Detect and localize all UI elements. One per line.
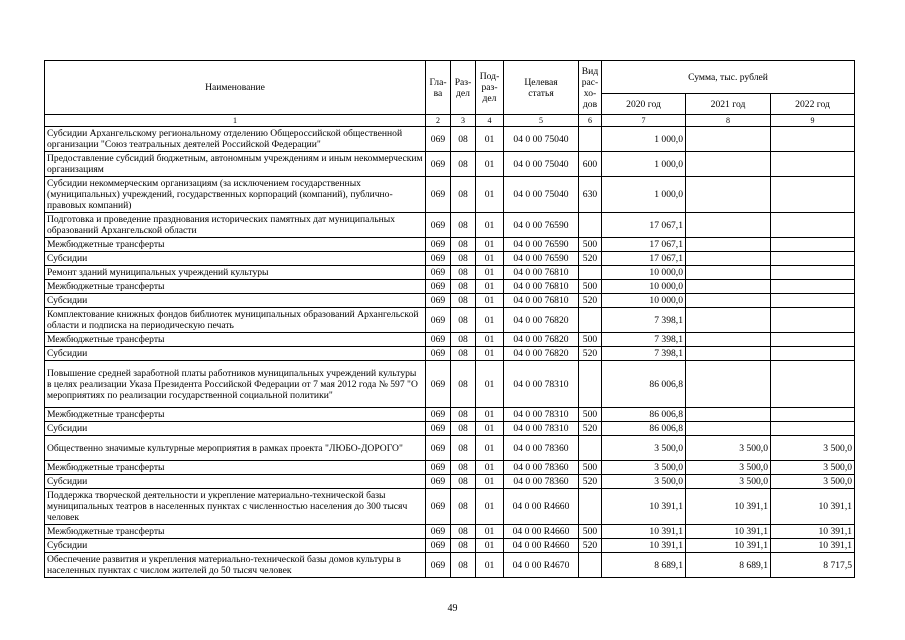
- cell-vid: 600: [579, 152, 602, 177]
- header-year-2022: 2022 год: [771, 94, 855, 115]
- cell-podrazdel: 01: [476, 347, 504, 361]
- cell-2021: [686, 408, 771, 422]
- table-row: [45, 539, 855, 553]
- table-row: [45, 238, 855, 252]
- cell-2022: [771, 347, 855, 361]
- header-name: Наименование: [45, 61, 426, 115]
- cell-podrazdel: 01: [476, 525, 504, 539]
- cell-glava: 069: [426, 475, 451, 489]
- col-number: 7: [602, 115, 686, 127]
- cell-2022: [771, 308, 855, 333]
- cell-podrazdel: 01: [476, 408, 504, 422]
- cell-name: Субсидии: [45, 347, 426, 361]
- table-row: [45, 525, 855, 539]
- cell-2020: 1 000,0: [602, 177, 686, 213]
- cell-name: Межбюджетные трансферты: [45, 525, 426, 539]
- cell-glava: 069: [426, 347, 451, 361]
- cell-glava: 069: [426, 252, 451, 266]
- cell-podrazdel: 01: [476, 177, 504, 213]
- col-number: 2: [426, 115, 451, 127]
- header-year-2021: 2021 год: [686, 94, 771, 115]
- cell-2021: [686, 266, 771, 280]
- cell-glava: 069: [426, 152, 451, 177]
- col-number: 8: [686, 115, 771, 127]
- cell-2022: [771, 408, 855, 422]
- cell-glava: 069: [426, 333, 451, 347]
- cell-razdel: 08: [451, 539, 476, 553]
- cell-2021: [686, 333, 771, 347]
- header-podrazdel: Под- раз- дел: [476, 61, 504, 115]
- cell-target: 04 0 00 78360: [504, 475, 579, 489]
- cell-2020: 1 000,0: [602, 152, 686, 177]
- cell-name: Комплектование книжных фондов библиотек муниципальных образований Архангельской области и подписка на периодическую печать: [45, 308, 426, 333]
- cell-2020: 17 067,1: [602, 238, 686, 252]
- cell-razdel: 08: [451, 489, 476, 525]
- table-row: [45, 252, 855, 266]
- cell-glava: 069: [426, 553, 451, 578]
- cell-razdel: 08: [451, 553, 476, 578]
- cell-name: Субсидии: [45, 475, 426, 489]
- cell-glava: 069: [426, 266, 451, 280]
- cell-vid: 630: [579, 177, 602, 213]
- cell-razdel: 08: [451, 408, 476, 422]
- cell-podrazdel: 01: [476, 436, 504, 461]
- cell-glava: 069: [426, 436, 451, 461]
- cell-razdel: 08: [451, 436, 476, 461]
- table-row: [45, 333, 855, 347]
- cell-glava: 069: [426, 461, 451, 475]
- cell-2020: 1 000,0: [602, 127, 686, 152]
- cell-2020: 10 000,0: [602, 280, 686, 294]
- cell-name: Общественно значимые культурные мероприятия в рамках проекта "ЛЮБО-ДОРОГО": [45, 436, 426, 461]
- cell-2022: 3 500,0: [771, 461, 855, 475]
- cell-name: Предоставление субсидий бюджетным, автономным учреждениям и иным некоммерческим организациям: [45, 152, 426, 177]
- cell-razdel: 08: [451, 238, 476, 252]
- cell-2020: 3 500,0: [602, 461, 686, 475]
- cell-podrazdel: 01: [476, 280, 504, 294]
- col-number: 3: [451, 115, 476, 127]
- table-row: [45, 422, 855, 436]
- cell-razdel: 08: [451, 461, 476, 475]
- table-body: [45, 127, 855, 578]
- cell-vid: [579, 361, 602, 408]
- cell-razdel: 08: [451, 177, 476, 213]
- cell-target: 04 0 00 76810: [504, 280, 579, 294]
- cell-razdel: 08: [451, 213, 476, 238]
- cell-2022: 10 391,1: [771, 489, 855, 525]
- table-row: [45, 553, 855, 578]
- table-row: [45, 489, 855, 525]
- cell-2021: [686, 422, 771, 436]
- cell-2022: [771, 213, 855, 238]
- table-row: [45, 475, 855, 489]
- cell-vid: [579, 436, 602, 461]
- table-row: [45, 127, 855, 152]
- cell-podrazdel: 01: [476, 489, 504, 525]
- table-row: [45, 408, 855, 422]
- cell-target: 04 0 00 R4670: [504, 553, 579, 578]
- cell-glava: 069: [426, 361, 451, 408]
- cell-2021: [686, 361, 771, 408]
- cell-name: Подготовка и проведение празднования исторических памятных дат муниципальных образований Архангельской области: [45, 213, 426, 238]
- cell-name: Межбюджетные трансферты: [45, 333, 426, 347]
- cell-target: 04 0 00 R4660: [504, 489, 579, 525]
- table-row: [45, 347, 855, 361]
- cell-name: Субсидии: [45, 539, 426, 553]
- cell-2020: 86 006,8: [602, 422, 686, 436]
- cell-2020: 7 398,1: [602, 347, 686, 361]
- cell-glava: 069: [426, 177, 451, 213]
- cell-vid: 520: [579, 347, 602, 361]
- header-sum: Сумма, тыс. рублей: [602, 61, 855, 94]
- cell-razdel: 08: [451, 333, 476, 347]
- cell-2021: 8 689,1: [686, 553, 771, 578]
- cell-vid: 500: [579, 525, 602, 539]
- page-number: 49: [447, 603, 458, 614]
- col-number: 4: [476, 115, 504, 127]
- header-year-2020: 2020 год: [602, 94, 686, 115]
- cell-podrazdel: 01: [476, 539, 504, 553]
- cell-glava: 069: [426, 238, 451, 252]
- cell-vid: [579, 553, 602, 578]
- cell-razdel: 08: [451, 361, 476, 408]
- cell-2022: [771, 152, 855, 177]
- cell-podrazdel: 01: [476, 422, 504, 436]
- cell-target: 04 0 00 R4660: [504, 525, 579, 539]
- cell-target: 04 0 00 76590: [504, 238, 579, 252]
- cell-2020: 10 391,1: [602, 539, 686, 553]
- cell-target: 04 0 00 78310: [504, 361, 579, 408]
- cell-razdel: 08: [451, 266, 476, 280]
- budget-table: [44, 60, 855, 578]
- cell-target: 04 0 00 78360: [504, 461, 579, 475]
- cell-2021: [686, 308, 771, 333]
- cell-target: 04 0 00 75040: [504, 152, 579, 177]
- cell-2021: [686, 213, 771, 238]
- cell-2021: [686, 347, 771, 361]
- cell-vid: [579, 127, 602, 152]
- cell-podrazdel: 01: [476, 461, 504, 475]
- cell-2022: 3 500,0: [771, 475, 855, 489]
- table-row: [45, 361, 855, 408]
- cell-2020: 7 398,1: [602, 333, 686, 347]
- cell-2022: [771, 361, 855, 408]
- cell-razdel: 08: [451, 525, 476, 539]
- cell-2021: [686, 280, 771, 294]
- cell-vid: [579, 489, 602, 525]
- cell-vid: 520: [579, 252, 602, 266]
- table-row: [45, 308, 855, 333]
- cell-name: Межбюджетные трансферты: [45, 408, 426, 422]
- cell-2021: [686, 152, 771, 177]
- cell-razdel: 08: [451, 127, 476, 152]
- cell-vid: 520: [579, 475, 602, 489]
- cell-2022: [771, 422, 855, 436]
- cell-2021: 3 500,0: [686, 436, 771, 461]
- cell-vid: 520: [579, 422, 602, 436]
- cell-razdel: 08: [451, 294, 476, 308]
- cell-name: Субсидии некоммерческим организациям (за исключением государственных (муниципальных) учреждений, государственных корпораций (компаний), публично-правовых компаний): [45, 177, 426, 213]
- cell-vid: 500: [579, 280, 602, 294]
- cell-vid: 520: [579, 294, 602, 308]
- cell-glava: 069: [426, 294, 451, 308]
- cell-2021: 10 391,1: [686, 525, 771, 539]
- cell-2021: 3 500,0: [686, 461, 771, 475]
- cell-2022: 3 500,0: [771, 436, 855, 461]
- cell-glava: 069: [426, 213, 451, 238]
- cell-target: 04 0 00 78310: [504, 408, 579, 422]
- cell-razdel: 08: [451, 252, 476, 266]
- cell-target: 04 0 00 76590: [504, 213, 579, 238]
- cell-vid: 520: [579, 539, 602, 553]
- cell-2020: 3 500,0: [602, 436, 686, 461]
- cell-2021: [686, 238, 771, 252]
- cell-podrazdel: 01: [476, 553, 504, 578]
- cell-vid: 500: [579, 408, 602, 422]
- cell-target: 04 0 00 75040: [504, 127, 579, 152]
- table-row: [45, 152, 855, 177]
- cell-target: 04 0 00 76810: [504, 294, 579, 308]
- cell-target: 04 0 00 78310: [504, 422, 579, 436]
- cell-vid: [579, 213, 602, 238]
- cell-target: 04 0 00 76810: [504, 266, 579, 280]
- cell-podrazdel: 01: [476, 238, 504, 252]
- cell-name: Субсидии: [45, 252, 426, 266]
- cell-glava: 069: [426, 422, 451, 436]
- cell-2021: [686, 294, 771, 308]
- header-target: Целевая статья: [504, 61, 579, 115]
- cell-podrazdel: 01: [476, 127, 504, 152]
- cell-2021: 10 391,1: [686, 489, 771, 525]
- table-row: [45, 266, 855, 280]
- cell-name: Обеспечение развития и укрепления материально-технической базы домов культуры в населенных пунктах с числом жителей до 50 тысяч человек: [45, 553, 426, 578]
- cell-2022: 10 391,1: [771, 539, 855, 553]
- cell-name: Ремонт зданий муниципальных учреждений культуры: [45, 266, 426, 280]
- cell-2020: 86 006,8: [602, 361, 686, 408]
- cell-podrazdel: 01: [476, 308, 504, 333]
- cell-podrazdel: 01: [476, 333, 504, 347]
- cell-name: Субсидии: [45, 294, 426, 308]
- cell-target: 04 0 00 76820: [504, 308, 579, 333]
- cell-2020: 8 689,1: [602, 553, 686, 578]
- cell-razdel: 08: [451, 422, 476, 436]
- cell-2022: [771, 127, 855, 152]
- cell-2020: 17 067,1: [602, 252, 686, 266]
- table-row: [45, 436, 855, 461]
- cell-2020: 10 391,1: [602, 525, 686, 539]
- cell-2021: [686, 127, 771, 152]
- table-row: [45, 177, 855, 213]
- cell-razdel: 08: [451, 152, 476, 177]
- cell-target: 04 0 00 78360: [504, 436, 579, 461]
- cell-vid: 500: [579, 461, 602, 475]
- cell-2021: [686, 252, 771, 266]
- cell-2022: [771, 177, 855, 213]
- col-number: 6: [579, 115, 602, 127]
- cell-glava: 069: [426, 280, 451, 294]
- cell-podrazdel: 01: [476, 152, 504, 177]
- cell-podrazdel: 01: [476, 475, 504, 489]
- cell-vid: 500: [579, 333, 602, 347]
- cell-2022: [771, 266, 855, 280]
- col-number: 1: [45, 115, 426, 127]
- cell-target: 04 0 00 76820: [504, 333, 579, 347]
- cell-podrazdel: 01: [476, 294, 504, 308]
- cell-name: Повышение средней заработной платы работников муниципальных учреждений культуры в целях реализации Указа Президента Российской Федерации от 7 мая 2012 года № 597 "О мероприятиях по реализации государственной социальной политики": [45, 361, 426, 408]
- cell-target: 04 0 00 R4660: [504, 539, 579, 553]
- col-number: 9: [771, 115, 855, 127]
- cell-2022: [771, 333, 855, 347]
- cell-vid: 500: [579, 238, 602, 252]
- cell-name: Субсидии: [45, 422, 426, 436]
- cell-2020: 17 067,1: [602, 213, 686, 238]
- header-glava: Гла- ва: [426, 61, 451, 115]
- cell-vid: [579, 308, 602, 333]
- cell-razdel: 08: [451, 475, 476, 489]
- cell-2022: [771, 294, 855, 308]
- cell-name: Поддержка творческой деятельности и укрепление материально-технической базы муниципальных театров в населенных пунктах с численностью населения до 300 тысяч человек: [45, 489, 426, 525]
- header-vid: Вид рас- хо- дов: [579, 61, 602, 115]
- col-number: 5: [504, 115, 579, 127]
- cell-vid: [579, 266, 602, 280]
- cell-2020: 10 391,1: [602, 489, 686, 525]
- cell-2020: 10 000,0: [602, 294, 686, 308]
- cell-glava: 069: [426, 408, 451, 422]
- cell-glava: 069: [426, 525, 451, 539]
- table-row: [45, 461, 855, 475]
- cell-name: Субсидии Архангельскому региональному отделению Общероссийской общественной организации "Союз театральных деятелей Российской Федерации": [45, 127, 426, 152]
- cell-podrazdel: 01: [476, 252, 504, 266]
- cell-2021: 3 500,0: [686, 475, 771, 489]
- cell-target: 04 0 00 75040: [504, 177, 579, 213]
- cell-glava: 069: [426, 308, 451, 333]
- cell-name: Межбюджетные трансферты: [45, 238, 426, 252]
- cell-name: Межбюджетные трансферты: [45, 280, 426, 294]
- cell-2022: [771, 280, 855, 294]
- header-razdel: Раз- дел: [451, 61, 476, 115]
- cell-razdel: 08: [451, 347, 476, 361]
- cell-2020: 10 000,0: [602, 266, 686, 280]
- cell-2022: [771, 252, 855, 266]
- cell-2022: [771, 238, 855, 252]
- cell-target: 04 0 00 76820: [504, 347, 579, 361]
- cell-podrazdel: 01: [476, 266, 504, 280]
- table-row: [45, 213, 855, 238]
- cell-razdel: 08: [451, 280, 476, 294]
- cell-glava: 069: [426, 489, 451, 525]
- cell-glava: 069: [426, 127, 451, 152]
- cell-name: Межбюджетные трансферты: [45, 461, 426, 475]
- cell-glava: 069: [426, 539, 451, 553]
- cell-2020: 7 398,1: [602, 308, 686, 333]
- cell-razdel: 08: [451, 308, 476, 333]
- cell-2022: 8 717,5: [771, 553, 855, 578]
- cell-podrazdel: 01: [476, 361, 504, 408]
- cell-2022: 10 391,1: [771, 525, 855, 539]
- table-row: [45, 280, 855, 294]
- cell-2020: 3 500,0: [602, 475, 686, 489]
- cell-podrazdel: 01: [476, 213, 504, 238]
- cell-2021: [686, 177, 771, 213]
- table-row: [45, 294, 855, 308]
- cell-2021: 10 391,1: [686, 539, 771, 553]
- cell-2020: 86 006,8: [602, 408, 686, 422]
- cell-target: 04 0 00 76590: [504, 252, 579, 266]
